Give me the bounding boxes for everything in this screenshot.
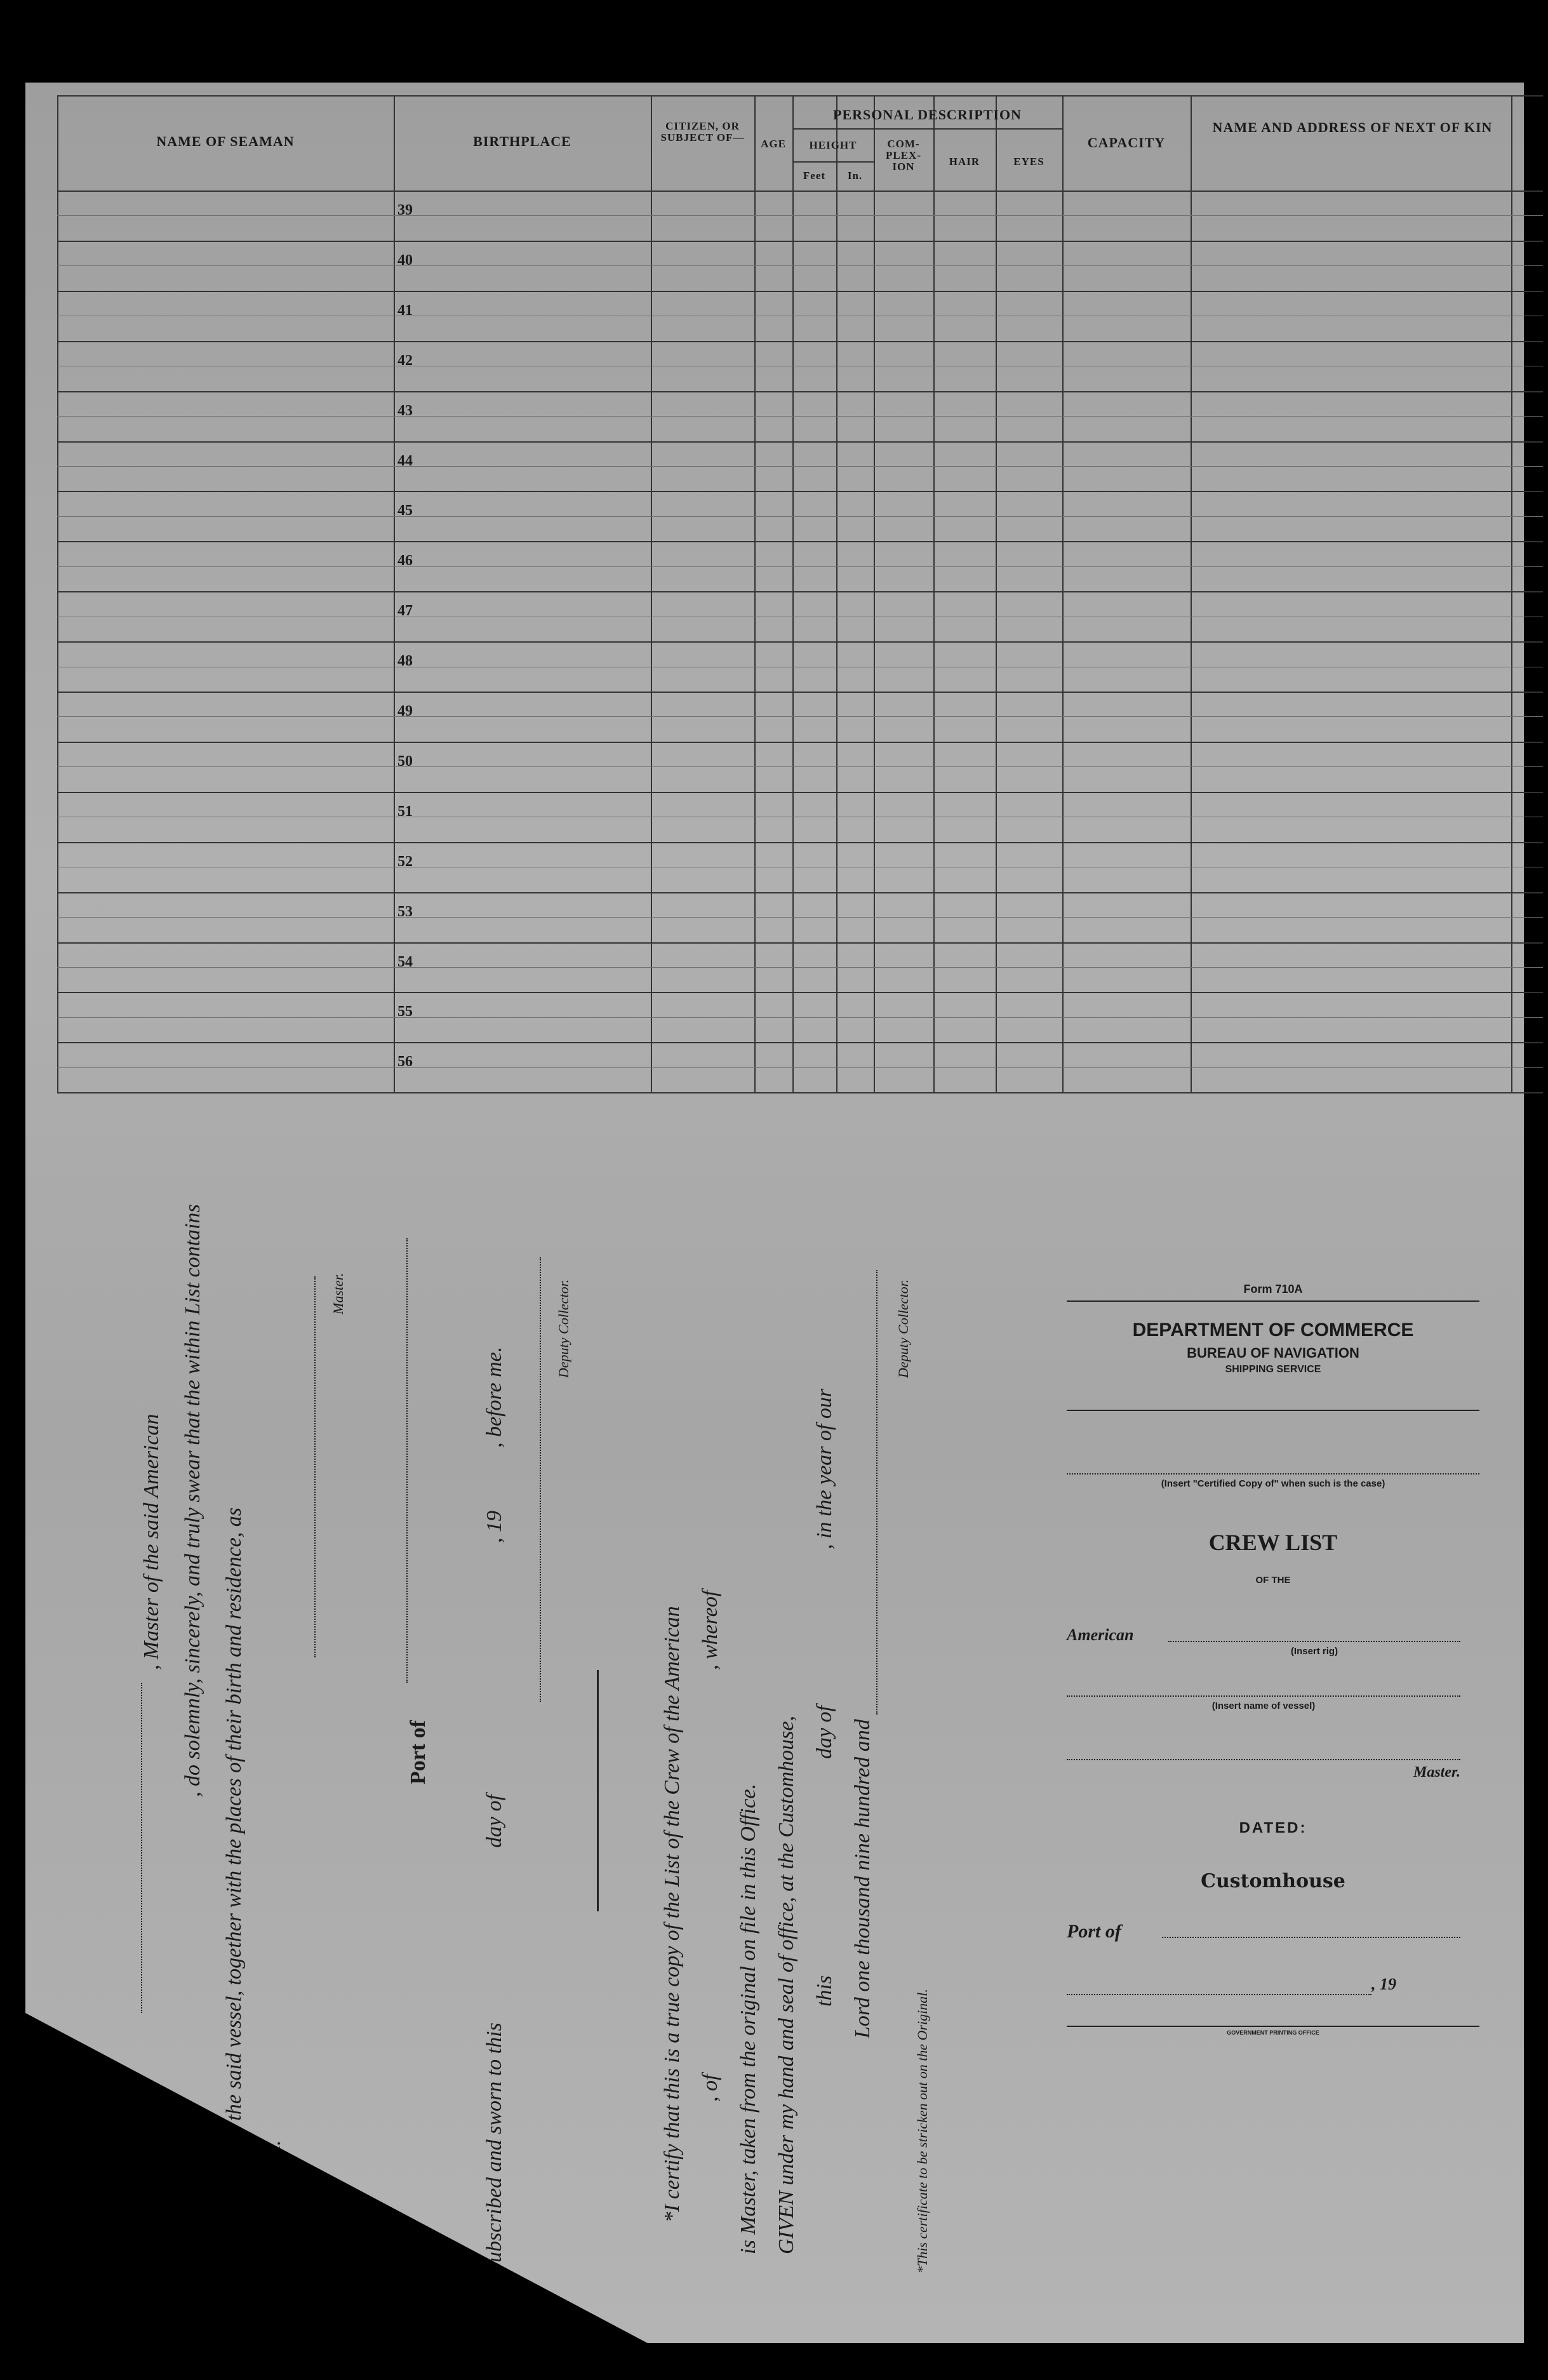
row-number: 52 [397, 853, 413, 870]
certificate-deputy-line [876, 1270, 877, 1715]
master-signature-label: Master. [330, 1273, 346, 1314]
printing-office-label: GOVERNMENT PRINTING OFFICE [1227, 2029, 1319, 2036]
row-number: 41 [397, 302, 413, 319]
dated-label: DATED: [1239, 1819, 1307, 1836]
row-midline [57, 1067, 1543, 1068]
row-rule [57, 341, 1543, 342]
row-rule [57, 291, 1543, 292]
cover-rule-top [1067, 1300, 1479, 1302]
name-of-seaman-header: NAME OF SEAMAN [156, 133, 295, 149]
age-header: AGE [761, 138, 786, 150]
certificate-deputy-label: Deputy Collector. [895, 1279, 911, 1378]
insert-vessel-note: (Insert name of vessel) [1211, 1701, 1316, 1711]
insert-rig-note: (Insert rig) [1290, 1646, 1338, 1657]
seaman-table [57, 95, 1543, 1092]
complexion-header: COM- PLEX- ION [886, 138, 921, 173]
row-number: 56 [397, 1053, 413, 1071]
row-number: 39 [397, 202, 413, 218]
row-number: 50 [397, 752, 413, 770]
row-rule [57, 742, 1543, 743]
row-number: 47 [397, 603, 413, 620]
citizen-header: CITIZEN, OR SUBJECT OF— [660, 120, 745, 144]
eyes-header: EYES [1013, 156, 1044, 168]
this-label: this [813, 1975, 836, 2007]
date-blank [1067, 1994, 1371, 1995]
certificate-whereof: , whereof [698, 1590, 722, 1670]
customhouse-label: Customhouse [1201, 1870, 1345, 1892]
row-rule [57, 942, 1543, 944]
row-midline [57, 716, 1543, 717]
subscribed-line: Subscribed and sworn to this [483, 2022, 506, 2273]
crew-list-sheet [25, 83, 1524, 2343]
birthplace-header: BIRTHPLACE [473, 133, 571, 149]
row-rule [57, 692, 1543, 693]
certificate-footnote: *This certificate to be stricken out on the Original. [914, 1989, 930, 2273]
row-midline [57, 967, 1543, 968]
next-of-kin-header: NAME AND ADDRESS OF NEXT OF KIN [1212, 119, 1493, 135]
oath-line-3: all the Crew of the said vessel, together with the places of their birth and residence, as [222, 1508, 246, 2254]
before-me: , before me. [483, 1346, 506, 1448]
master-signature-line [314, 1276, 316, 1657]
certificate-line-2: is Master, taken from the original on file in this Office. [737, 1783, 760, 2254]
table-top-rule [57, 95, 1543, 97]
form-number: Form 710A [1243, 1283, 1303, 1295]
row-midline [57, 466, 1543, 467]
feet-header: Feet [803, 170, 826, 182]
row-rule [57, 842, 1543, 843]
capacity-header: CAPACITY [1087, 135, 1166, 150]
bureau-title: BUREAU OF NAVIGATION [1187, 1345, 1359, 1361]
height-header: HEIGHT [809, 139, 857, 151]
row-rule [57, 641, 1543, 643]
certified-copy-blank [1067, 1473, 1479, 1474]
master-name-blank [1067, 1759, 1460, 1760]
row-midline [57, 265, 1543, 266]
header-bottom-rule [57, 191, 1543, 192]
row-number: 45 [397, 502, 413, 519]
row-rule [57, 391, 1543, 392]
year-19: , 19 [483, 1511, 506, 1543]
row-rule [57, 992, 1543, 993]
hair-header: HAIR [949, 156, 980, 168]
row-rule [57, 541, 1543, 542]
row-midline [57, 516, 1543, 517]
lord-line: Lord one thousand nine hundred and [851, 1719, 874, 2038]
row-number: 43 [397, 402, 413, 419]
row-rule [57, 792, 1543, 793]
oath-line-4: ascertain them. [262, 2140, 285, 2273]
row-number: 48 [397, 653, 413, 670]
personal-description-header: PERSONAL DESCRIPTION [833, 107, 1022, 123]
day-of-label: day of [813, 1705, 836, 1759]
cover-master-label: Master. [1413, 1764, 1460, 1781]
section-divider [597, 1670, 599, 1911]
row-rule [57, 1092, 1543, 1093]
row-rule [57, 892, 1543, 893]
certificate-of: , of [698, 2074, 722, 2102]
personal-description-rule [792, 128, 1062, 130]
row-midline [57, 566, 1543, 567]
row-midline [57, 766, 1543, 767]
american-label: American [1067, 1626, 1134, 1644]
department-title: DEPARTMENT OF COMMERCE [1132, 1320, 1414, 1340]
row-number: 49 [397, 703, 413, 719]
given-line: GIVEN under my hand and seal of office, at the Customhouse, [775, 1715, 798, 2254]
port-of-blank [406, 1238, 408, 1683]
cover-port-of-label: Port of [1067, 1921, 1121, 1942]
crew-list-title: CREW LIST [1208, 1530, 1338, 1555]
row-midline [57, 215, 1543, 216]
row-number: 40 [397, 251, 413, 269]
cover-rule-2 [1067, 1410, 1479, 1411]
of-the-label: OF THE [1255, 1575, 1291, 1586]
oath-line-1: , Master of the said American [140, 1414, 163, 1670]
service-title: SHIPPING SERVICE [1225, 1364, 1321, 1375]
row-number: 51 [397, 803, 413, 820]
cover-rule-bottom [1067, 2026, 1479, 2027]
row-number: 42 [397, 352, 413, 369]
rig-blank [1168, 1641, 1460, 1642]
deputy-signature-line [540, 1257, 541, 1702]
row-midline [57, 1017, 1543, 1018]
torn-corner [25, 2013, 648, 2343]
row-rule [57, 1042, 1543, 1043]
oath-line-2: , do solemnly, sincerely, and truly swear that the within List contains [181, 1204, 204, 1797]
inches-header: In. [847, 170, 863, 182]
row-rule [57, 241, 1543, 242]
row-number: 46 [397, 552, 413, 570]
row-midline [57, 917, 1543, 918]
blank-master-name [141, 1683, 142, 2013]
row-midline [57, 416, 1543, 417]
port-of-label: Port of [406, 1720, 430, 1784]
row-number: 55 [397, 1003, 413, 1020]
cover-year-19: , 19 [1371, 1975, 1396, 1993]
deputy-collector-label: Deputy Collector. [556, 1279, 571, 1378]
row-number: 54 [397, 953, 413, 970]
row-rule [57, 491, 1543, 492]
row-number: 53 [397, 903, 413, 920]
vessel-name-blank [1067, 1695, 1460, 1697]
row-rule [57, 591, 1543, 592]
certified-copy-note: (Insert "Certified Copy of" when such is the case) [1161, 1478, 1385, 1489]
day-of: day of [483, 1794, 506, 1848]
port-blank [1162, 1937, 1460, 1938]
row-rule [57, 441, 1543, 443]
certificate-line-1: *I certify that this is a true copy of the List of the Crew of the American [660, 1606, 684, 2223]
height-rule [792, 161, 874, 163]
in-year-label: , in the year of our [813, 1388, 836, 1549]
row-number: 44 [397, 452, 413, 469]
